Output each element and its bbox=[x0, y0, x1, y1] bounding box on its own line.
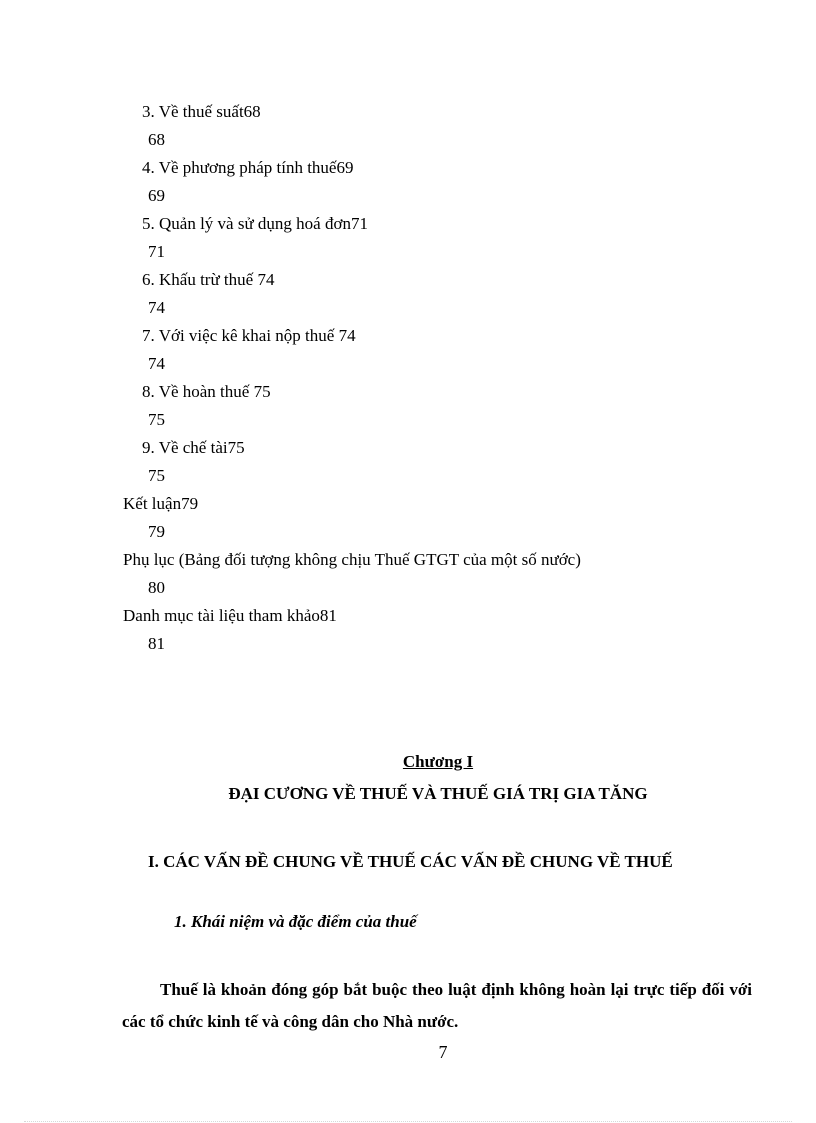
toc-entry-page: 74 bbox=[148, 298, 165, 317]
chapter-title: ĐẠI CƯƠNG VỀ THUẾ VÀ THUẾ GIÁ TRỊ GIA TĂNG bbox=[228, 784, 648, 803]
section-heading: I. CÁC VẤN ĐỀ CHUNG VỀ THUẾ CÁC VẤN ĐỀ CHUNG VỀ THUẾ bbox=[148, 852, 673, 871]
toc-entry-title: Phụ lục (Bảng đối tượng không chịu Thuế GTGT của một số nước) bbox=[123, 550, 581, 569]
toc-entry-page: 80 bbox=[148, 578, 165, 597]
toc-entry-page: 81 bbox=[148, 634, 165, 653]
toc-entry-title: 9. Về chế tài75 bbox=[142, 438, 245, 457]
toc-entry-page: 69 bbox=[148, 186, 165, 205]
toc-entry-title: 4. Về phương pháp tính thuế69 bbox=[142, 158, 354, 177]
body-paragraph: Thuế là khoản đóng góp bắt buộc theo luật định không hoàn lại trực tiếp đối với các tổ chức kinh tế và công dân cho Nhà nước. bbox=[122, 980, 752, 1031]
toc-entry-page: 75 bbox=[148, 466, 165, 485]
page-number: 7 bbox=[438, 1042, 448, 1062]
toc-entry-title: Danh mục tài liệu tham khảo81 bbox=[123, 606, 337, 625]
toc-entry-title: 7. Với việc kê khai nộp thuế 74 bbox=[142, 326, 356, 345]
toc-entry-title: Kết luận79 bbox=[123, 494, 199, 513]
subsection-heading: 1. Khái niệm và đặc điểm của thuế bbox=[174, 912, 417, 931]
toc-entry-page: 79 bbox=[148, 522, 165, 541]
toc-entry-title: 6. Khấu trừ thuế 74 bbox=[142, 270, 275, 289]
page-bottom-rule bbox=[24, 1121, 792, 1122]
toc-entry-title: 3. Về thuế suất68 bbox=[142, 102, 261, 121]
toc-entry-page: 75 bbox=[148, 410, 165, 429]
chapter-label: Chương I bbox=[402, 752, 474, 771]
toc-entry-title: 5. Quản lý và sử dụng hoá đơn71 bbox=[142, 214, 368, 233]
toc-entry-page: 71 bbox=[148, 242, 165, 261]
toc-entry-page: 74 bbox=[148, 354, 165, 373]
toc-entry-title: 8. Về hoàn thuế 75 bbox=[142, 382, 271, 401]
toc-entry-page: 68 bbox=[148, 130, 165, 149]
